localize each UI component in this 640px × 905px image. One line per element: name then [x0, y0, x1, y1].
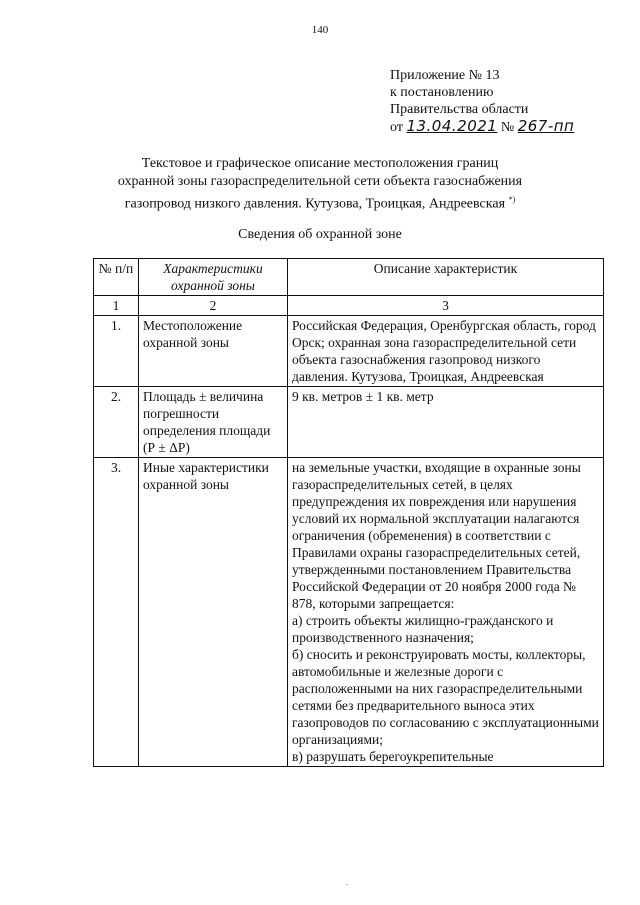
row-3-description-paragraph-4: в) разрушать берегоукрепительные [292, 749, 494, 764]
date-prefix: от [390, 120, 403, 135]
table-header-row [94, 259, 604, 296]
table-row [94, 458, 604, 767]
table-row [94, 316, 604, 387]
row-3-description [288, 458, 604, 767]
title-line-1: Текстовое и графическое описание местоположения границ [141, 156, 499, 171]
column-number-3: 3 [288, 296, 604, 316]
row-1-description: Российская Федерация, Оренбургская область, город Орск; охранная зона газораспределительной сети объекта газоснабжения газопровод низкого давления. Кутузова, Троицкая, Андреевская [288, 316, 604, 387]
title-line-3 [60, 191, 580, 214]
appendix-line-1: Приложение № 13 [390, 68, 500, 83]
header-characteristics: Характеристики охранной зоны [139, 259, 288, 296]
row-2-no: 2. [94, 387, 139, 458]
row-1-characteristic: Местоположение охранной зоны [139, 316, 288, 387]
title-line-2: охранной зоны газораспределительной сети объекта газоснабжения [117, 174, 523, 189]
handwritten-number: 267-пп [517, 117, 575, 135]
column-number-1: 1 [94, 296, 139, 316]
row-3-description-paragraph-1: на земельные участки, входящие в охранные зоны газораспределительных сетей, в целях предупреждения их повреждения или нарушения условий их нормальной эксплуатации налагаются ограничения (обременения) в соответствии с Правилами охраны газораспределительных сетей, утвержденными постановлением Правительства Российской Федерации от 20 ноября 2000 года № 878, которыми запрещается: [292, 460, 581, 611]
appendix-block [390, 67, 630, 136]
row-3-description-paragraph-3: б) сносить и реконструировать мосты, коллекторы, автомобильные и железные дороги с расположенными на них газораспределительными сетями без предварительного выноса этих газопроводов по согласованию с эксплуатационными организациями; [292, 647, 599, 747]
page-number: 140 [311, 24, 329, 36]
zone-info-table [93, 258, 604, 767]
appendix-line-2: к постановлению [390, 85, 494, 100]
row-3-characteristic: Иные характеристики охранной зоны [139, 458, 288, 767]
title-line-3-text: газопровод низкого давления. Кутузова, Троицкая, Андреевская [124, 196, 506, 212]
number-prefix: № [500, 120, 515, 135]
handwritten-date: 13.04.2021 [406, 117, 498, 135]
row-2-characteristic: Площадь ± величина погрешности определения площади (Р ± ΔР) [139, 387, 288, 458]
row-2-description: 9 кв. метров ± 1 кв. метр [288, 387, 604, 458]
section-title: Сведения об охранной зоне [238, 227, 402, 242]
bottom-mark: . [346, 878, 348, 887]
row-1-no: 1. [94, 316, 139, 387]
appendix-line-3: Правительства области [390, 102, 529, 117]
header-no: № п/п [94, 259, 139, 296]
column-number-2: 2 [139, 296, 288, 316]
appendix-date-line [390, 118, 630, 136]
document-title [60, 155, 580, 214]
row-3-no: 3. [94, 458, 139, 767]
header-description: Описание характеристик [288, 259, 604, 296]
column-number-row [94, 296, 604, 316]
row-3-description-paragraph-2: а) строить объекты жилищно-гражданского и производственного назначения; [292, 613, 554, 645]
footnote-mark: *) [508, 195, 516, 204]
table-row [94, 387, 604, 458]
